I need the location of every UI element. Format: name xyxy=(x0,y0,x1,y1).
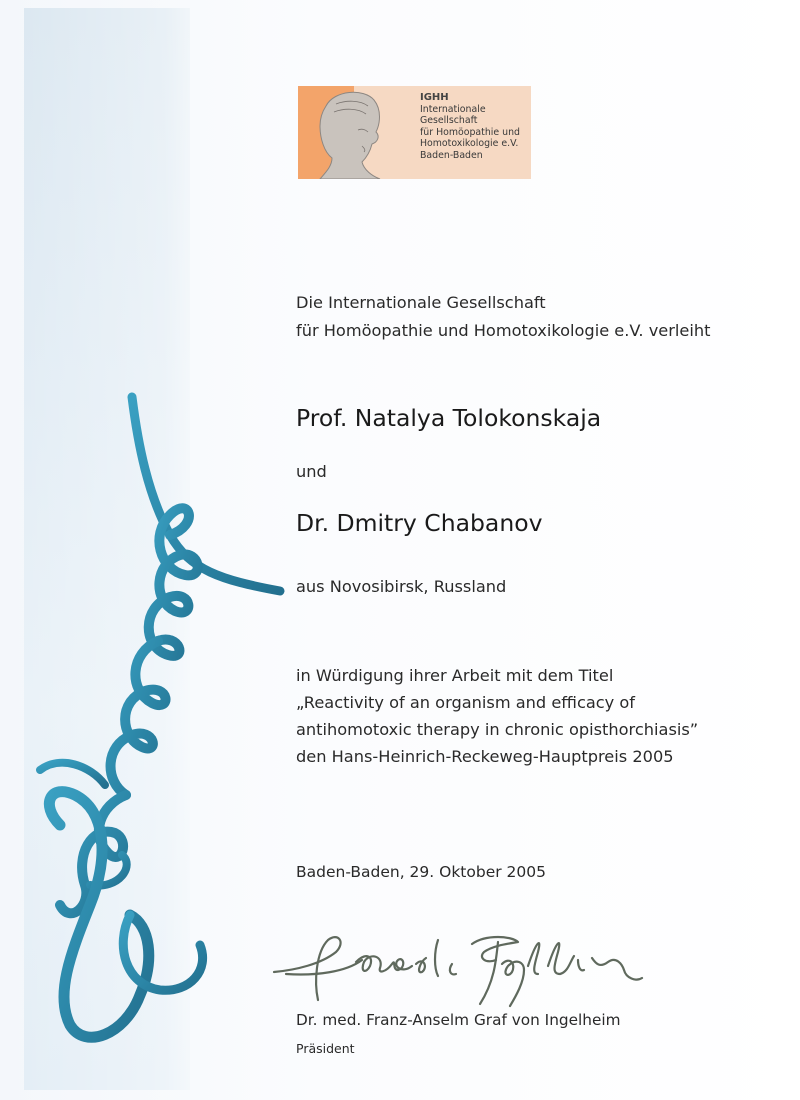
intro-text xyxy=(296,289,710,345)
dedication-text xyxy=(296,662,698,770)
dedication-line-1: in Würdigung ihrer Arbeit mit dem Titel xyxy=(296,666,614,685)
recipient-name-2: Dr. Dmitry Chabanov xyxy=(296,509,543,537)
logo-line: für Homöopathie und xyxy=(420,126,520,138)
dedication-line-3: antihomotoxic therapy in chronic opisthorchiasis” xyxy=(296,720,699,739)
ighh-logo xyxy=(298,86,531,179)
dedication-line-2: „Reactivity of an organism and efficacy of xyxy=(296,693,636,712)
logo-line: Internationale Gesellschaft xyxy=(420,103,486,127)
conjunction-text: und xyxy=(296,462,327,481)
reckeweg-signature-graphic xyxy=(30,385,300,1065)
logo-text xyxy=(420,92,530,162)
place-date: Baden-Baden, 29. Oktober 2005 xyxy=(296,863,546,881)
intro-line-1: Die Internationale Gesellschaft xyxy=(296,293,546,312)
logo-line: Homotoxikologie e.V. xyxy=(420,138,519,150)
logo-abbreviation: IGHH xyxy=(420,92,449,103)
portrait-bust-icon xyxy=(306,86,388,179)
logo-line: Baden-Baden xyxy=(420,149,483,161)
signer-name: Dr. med. Franz-Anselm Graf von Ingelheim xyxy=(296,1011,621,1029)
origin-text: aus Novosibirsk, Russland xyxy=(296,577,507,596)
signer-role: Präsident xyxy=(296,1041,355,1056)
dedication-line-4: den Hans-Heinrich-Reckeweg-Hauptpreis 2005 xyxy=(296,747,674,766)
handwritten-signature xyxy=(266,912,646,1012)
recipient-name-1: Prof. Natalya Tolokonskaja xyxy=(296,404,602,432)
intro-line-2: für Homöopathie und Homotoxikologie e.V. verleiht xyxy=(296,321,711,340)
